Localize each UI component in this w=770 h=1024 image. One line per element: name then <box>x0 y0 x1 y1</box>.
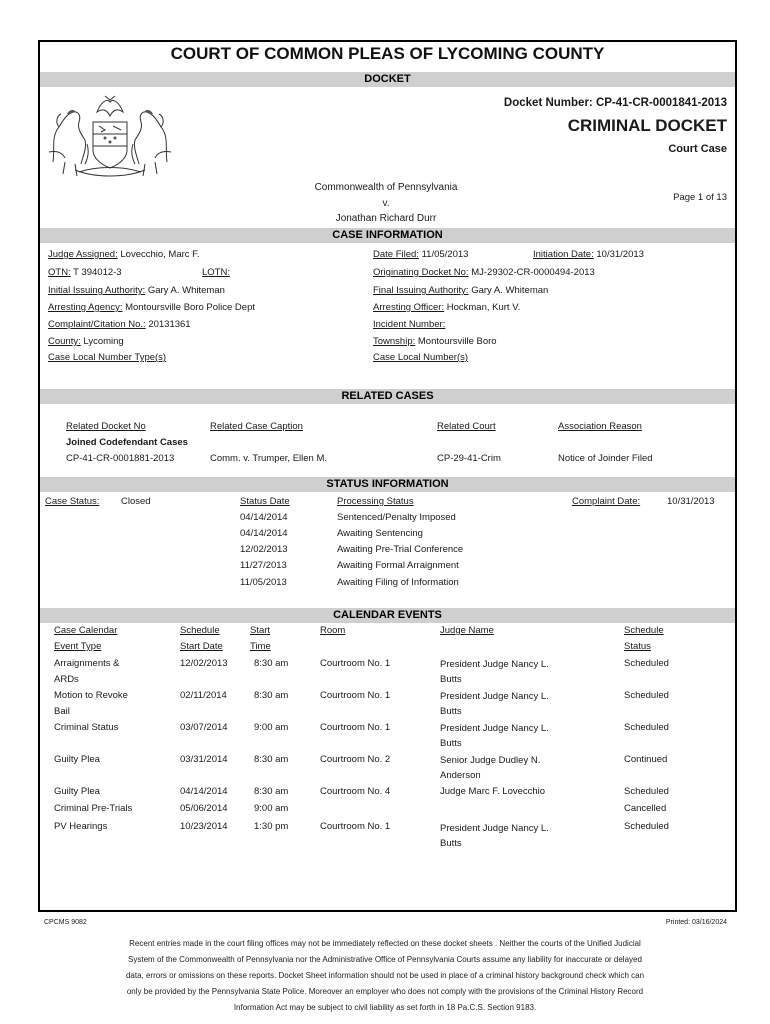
date-filed-row <box>373 249 468 260</box>
event-judge: Judge Marc F. Lovecchio <box>440 786 546 797</box>
schedule-status-header-2: Status <box>624 641 651 652</box>
court-title: COURT OF COMMON PLEAS OF LYCOMING COUNTY <box>170 44 605 63</box>
event-type: Guilty Plea <box>54 754 100 765</box>
case-status-label: Case Status: <box>45 496 100 507</box>
incident-number-label: Incident Number: <box>373 319 446 330</box>
caption-versus: v. <box>382 198 390 209</box>
disclaimer <box>80 936 690 1016</box>
status-date: 04/14/2014 <box>240 512 288 523</box>
complaint-date-label: Complaint Date: <box>572 496 641 507</box>
event-type-cont: Bail <box>54 706 70 717</box>
event-type-cont: ARDs <box>54 674 79 685</box>
event-start-date: 10/23/2014 <box>180 821 228 832</box>
event-start-time: 9:00 am <box>254 722 289 733</box>
association-reason-header: Association Reason <box>558 421 642 432</box>
event-start-date: 03/07/2014 <box>180 722 228 733</box>
event-start-time: 1:30 pm <box>254 821 289 832</box>
arresting-officer-row <box>373 302 520 313</box>
event-room: Courtroom No. 1 <box>320 821 391 832</box>
county-label: County: <box>48 336 81 347</box>
event-type: PV Hearings <box>54 821 108 832</box>
related-docket-value: CP-41-CR-0001881-2013 <box>66 453 175 464</box>
township-row <box>373 336 497 347</box>
originating-docket-value: MJ-29302-CR-0000494-2013 <box>471 267 595 278</box>
lotn-label: LOTN: <box>202 267 230 278</box>
processing-status: Awaiting Filing of Information <box>337 577 459 588</box>
case-local-number-type-label: Case Local Number Type(s) <box>48 352 167 363</box>
township-value: Montoursville Boro <box>417 336 497 347</box>
initiation-date-value: 10/31/2013 <box>596 249 644 260</box>
case-information-band: CASE INFORMATION <box>40 228 735 243</box>
related-caption-header: Related Case Caption <box>210 421 303 432</box>
event-judge: Senior Judge Dudley N. <box>440 755 541 766</box>
docket-band: DOCKET <box>40 72 735 87</box>
event-judge-cont: Butts <box>440 738 462 749</box>
event-judge: President Judge Nancy L. <box>440 823 549 834</box>
event-status: Scheduled <box>624 821 669 832</box>
joined-codefendant-title: Joined Codefendant Cases <box>66 437 188 448</box>
date-filed-value: 11/05/2013 <box>421 249 469 260</box>
event-judge: President Judge Nancy L. <box>440 691 549 702</box>
status-date: 04/14/2014 <box>240 528 288 539</box>
start-time-header-2: Time <box>250 641 271 652</box>
arresting-officer-label: Arresting Officer: <box>373 302 445 313</box>
initial-issuing-value: Gary A. Whiteman <box>147 285 225 296</box>
processing-status: Sentenced/Penalty Imposed <box>337 512 456 523</box>
event-type: Arraignments & <box>54 658 120 669</box>
event-start-time: 8:30 am <box>254 754 289 765</box>
event-status: Continued <box>624 754 668 765</box>
caption-plaintiff: Commonwealth of Pennsylvania <box>314 182 458 193</box>
page-number: Page 1 of 13 <box>673 192 727 203</box>
status-information-band: STATUS INFORMATION <box>40 477 735 492</box>
arresting-officer-value: Hockman, Kurt V. <box>446 302 521 313</box>
complaint-citation-row <box>48 319 191 330</box>
pennsylvania-seal-icon <box>45 92 175 178</box>
judge-name-header: Judge Name <box>440 625 494 636</box>
event-start-date: 04/14/2014 <box>180 786 228 797</box>
arresting-agency-value: Montoursville Boro Police Dept <box>125 302 256 313</box>
event-status: Scheduled <box>624 658 669 669</box>
event-judge: President Judge Nancy L. <box>440 659 549 670</box>
related-court-header: Related Court <box>437 421 496 432</box>
initiation-date-row <box>533 249 644 260</box>
initial-issuing-label: Initial Issuing Authority: <box>48 285 146 296</box>
status-date-header: Status Date <box>240 496 290 507</box>
related-court-value: CP-29-41-Crim <box>437 453 501 464</box>
start-date-header-2: Start Date <box>180 641 223 652</box>
disclaimer-line: only be provided by the Pennsylvania State Police. Moreover an employer who does not comply with the provisions of the Criminal History Record <box>126 987 644 996</box>
judge-assigned-value: Lovecchio, Marc F. <box>120 249 200 260</box>
complaint-citation-value: 20131361 <box>148 319 191 330</box>
event-judge-cont: Anderson <box>440 770 481 781</box>
disclaimer-line: Recent entries made in the court filing offices may not be immediately reflected on these docket sheets . Neither the courts of the Unified Judicial <box>129 939 641 948</box>
event-type: Criminal Pre-Trials <box>54 803 133 814</box>
event-start-date: 12/02/2013 <box>180 658 228 669</box>
township-label: Township: <box>373 336 416 347</box>
status-date: 11/27/2013 <box>240 560 287 571</box>
disclaimer-line: data, errors or omissions on these reports. Docket Sheet information should not be used in place of a criminal history background check which can <box>125 971 645 980</box>
room-header: Room <box>320 625 346 636</box>
event-status: Cancelled <box>624 803 667 814</box>
arresting-agency-row <box>48 302 255 313</box>
related-cases-band: RELATED CASES <box>40 389 735 404</box>
docket-number: Docket Number: CP-41-CR-0001841-2013 <box>503 97 727 109</box>
event-type: Criminal Status <box>54 722 119 733</box>
association-reason-value: Notice of Joinder Filed <box>558 453 653 464</box>
otn-row <box>48 267 122 278</box>
county-value: Lycoming <box>83 336 124 347</box>
event-judge-cont: Butts <box>440 838 462 849</box>
related-caption-value: Comm. v. Trumper, Ellen M. <box>210 453 328 464</box>
printed-date: Printed: 03/16/2024 <box>665 919 727 926</box>
event-start-date: 05/06/2014 <box>180 803 228 814</box>
court-case-label: Court Case <box>668 143 727 155</box>
event-room: Courtroom No. 1 <box>320 690 391 701</box>
event-type-header-2: Event Type <box>54 641 102 652</box>
originating-docket-label: Originating Docket No: <box>373 267 469 278</box>
event-room: Courtroom No. 2 <box>320 754 391 765</box>
event-status: Scheduled <box>624 786 669 797</box>
originating-docket-row <box>373 267 595 278</box>
form-id: CPCMS 9082 <box>44 919 87 926</box>
disclaimer-line: System of the Commonwealth of Pennsylvania nor the Administrative Office of Pennsylvania Courts assume any liability for inaccurate or delayed <box>128 955 642 964</box>
final-issuing-label: Final Issuing Authority: <box>373 285 469 296</box>
complaint-citation-label: Complaint/Citation No.: <box>48 319 146 330</box>
otn-label: OTN: <box>48 267 71 278</box>
event-start-time: 8:30 am <box>254 786 289 797</box>
event-type: Motion to Revoke <box>54 690 128 701</box>
event-judge-cont: Butts <box>440 674 462 685</box>
processing-status: Awaiting Pre-Trial Conference <box>337 544 464 555</box>
event-type: Guilty Plea <box>54 786 100 797</box>
event-type-header-1: Case Calendar <box>54 625 118 636</box>
event-status: Scheduled <box>624 690 669 701</box>
calendar-events-band: CALENDAR EVENTS <box>40 608 735 623</box>
arresting-agency-label: Arresting Agency: <box>48 302 123 313</box>
event-start-time: 8:30 am <box>254 658 289 669</box>
schedule-status-header-1: Schedule <box>624 625 664 636</box>
start-date-header-1: Schedule <box>180 625 220 636</box>
processing-status-header: Processing Status <box>337 496 414 507</box>
caption-defendant: Jonathan Richard Durr <box>335 213 437 224</box>
judge-assigned-row <box>48 249 200 260</box>
case-local-number-label: Case Local Number(s) <box>373 352 469 363</box>
processing-status: Awaiting Sentencing <box>337 528 423 539</box>
judge-assigned-label: Judge Assigned: <box>48 249 118 260</box>
event-start-time: 8:30 am <box>254 690 289 701</box>
date-filed-label: Date Filed: <box>373 249 419 260</box>
initiation-date-label: Initiation Date: <box>533 249 594 260</box>
status-date: 11/05/2013 <box>240 577 287 588</box>
county-row <box>48 336 124 347</box>
event-judge: President Judge Nancy L. <box>440 723 549 734</box>
event-start-time: 9:00 am <box>254 803 289 814</box>
start-time-header-1: Start <box>250 625 271 636</box>
event-status: Scheduled <box>624 722 669 733</box>
status-date: 12/02/2013 <box>240 544 288 555</box>
final-issuing-value: Gary A. Whiteman <box>471 285 549 296</box>
disclaimer-line: Information Act may be subject to civil liability as set forth in 18 Pa.C.S. Section 9183. <box>233 1003 537 1012</box>
complaint-date-value: 10/31/2013 <box>667 496 715 507</box>
event-start-date: 02/11/2014 <box>180 690 227 701</box>
docket-type-title: CRIMINAL DOCKET <box>567 116 727 135</box>
final-issuing-row <box>373 285 548 296</box>
event-room: Courtroom No. 4 <box>320 786 391 797</box>
event-room: Courtroom No. 1 <box>320 722 391 733</box>
initial-issuing-row <box>48 285 225 296</box>
processing-status: Awaiting Formal Arraignment <box>337 560 459 571</box>
case-status-value: Closed <box>121 496 151 507</box>
event-room: Courtroom No. 1 <box>320 658 391 669</box>
event-start-date: 03/31/2014 <box>180 754 228 765</box>
related-docket-header: Related Docket No <box>66 421 146 432</box>
otn-value: T 394012-3 <box>73 267 122 278</box>
event-judge-cont: Butts <box>440 706 462 717</box>
